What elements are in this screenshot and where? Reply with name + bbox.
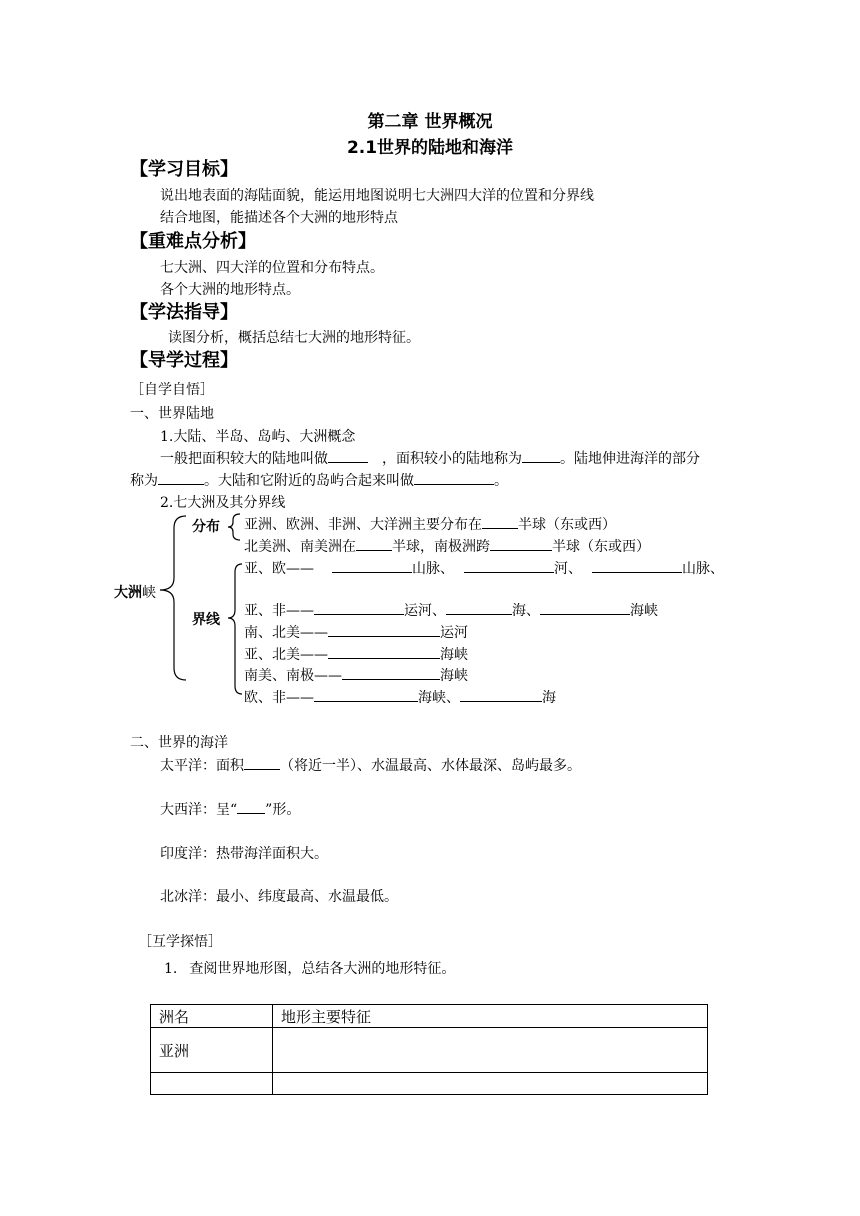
process-heading: 【导学过程】 — [130, 350, 238, 371]
text-fragment: 运河 — [440, 625, 468, 641]
text-fragment: 南美、南极—— — [244, 668, 342, 684]
atlantic-line — [160, 801, 300, 819]
fill-blank[interactable] — [464, 560, 554, 573]
boundary-line-asia-africa — [244, 602, 658, 620]
goals-heading: 【学习目标】 — [130, 159, 238, 180]
boundary-line-asia-europe — [244, 560, 724, 578]
inquiry-task — [164, 960, 455, 978]
text-fragment: 一般把面积较大的陆地叫做 — [160, 451, 328, 467]
table-header-cell: 洲名 — [151, 1005, 273, 1028]
text-fragment: （将近一半）、水温最高、水体最深、岛屿最多。 — [280, 758, 581, 774]
text-fragment: 称为 — [130, 473, 158, 489]
fill-blank[interactable] — [314, 602, 404, 615]
table-cell: 亚洲 — [151, 1028, 273, 1073]
text-fragment: 海、 — [512, 603, 540, 619]
text-fragment: 运河、 — [404, 603, 446, 619]
text-fragment: ，面积较小的陆地称为 — [382, 451, 522, 467]
distribution-line-2 — [244, 538, 650, 556]
text-fragment: 亚、欧—— — [244, 561, 314, 577]
text-fragment: ”形。 — [265, 802, 301, 818]
text-fragment: 。大陆和它附近的岛屿合起来叫做 — [204, 473, 414, 489]
text-fragment: 海峡、 — [418, 690, 460, 706]
lesson-title: 2.1世界的陆地和海洋 — [346, 138, 514, 158]
distribution-line-1 — [244, 516, 616, 534]
text-fragment: 山脉、 — [682, 561, 724, 577]
text-fragment: 亚、北美—— — [244, 647, 328, 663]
fill-blank[interactable] — [460, 689, 542, 702]
key-points-heading: 【重难点分析】 — [130, 231, 256, 252]
text-fragment: 海 — [542, 690, 556, 706]
land-heading: 一、世界陆地 — [130, 406, 214, 422]
chapter-title: 第二章 世界概况 — [367, 112, 493, 132]
inquiry-heading: ［互学探悟］ — [138, 934, 222, 950]
text-fragment: 海峡 — [440, 647, 468, 663]
text-fragment: 。陆地伸进海洋的部分 — [560, 451, 700, 467]
self-study-label: ［自学自悟］ — [130, 382, 214, 398]
continent-terrain-table — [150, 1004, 708, 1095]
goal-item: 结合地图，能描述各个大洲的地形特点 — [160, 210, 398, 226]
fill-blank[interactable] — [328, 624, 440, 637]
text-fragment: 太平洋：面积 — [160, 758, 244, 774]
text-fragment: 大西洋：呈“ — [160, 802, 238, 818]
boundary-line-americas — [244, 624, 468, 642]
table-cell[interactable] — [273, 1073, 708, 1095]
text-fragment: 半球，南极洲跨 — [392, 539, 490, 555]
boundary-line-europe-africa — [244, 689, 556, 707]
table-cell[interactable] — [151, 1073, 273, 1095]
subheading: 2.七大洲及其分界线 — [160, 495, 286, 511]
text-fragment: 山脉、 — [412, 561, 454, 577]
fill-blank[interactable] — [237, 801, 265, 814]
text-fragment: 半球（东或西） — [518, 517, 616, 533]
boundary-line-asia-north-america — [244, 646, 468, 664]
fill-blank[interactable] — [332, 560, 412, 573]
oceans-heading: 二、世界的海洋 — [130, 735, 228, 751]
text-fragment: 亚、非—— — [244, 603, 314, 619]
task-number: 1. — [164, 961, 178, 977]
root-label: 大洲 — [114, 585, 142, 601]
table-header-cell: 地形主要特征 — [273, 1005, 708, 1028]
fill-blank[interactable] — [342, 667, 440, 680]
indian-line: 印度洋：热带海洋面积大。 — [160, 846, 328, 862]
fill-blank[interactable] — [244, 757, 280, 770]
subheading: 1.大陆、半岛、岛屿、大洲概念 — [160, 429, 356, 445]
text-fragment: 半球（东或西） — [552, 539, 650, 555]
table-cell[interactable] — [273, 1028, 708, 1073]
boundary-label: 界线 — [192, 612, 220, 628]
text-fragment: 河、 — [554, 561, 582, 577]
fill-blank[interactable] — [540, 602, 630, 615]
fill-blank[interactable] — [592, 560, 682, 573]
text-fragment: 南、北美—— — [244, 625, 328, 641]
text-fragment: 欧、非—— — [244, 690, 314, 706]
method-heading: 【学法指导】 — [130, 302, 238, 323]
boundary-line-south-america-antarctica — [244, 667, 468, 685]
text-fragment: 海峡 — [630, 603, 658, 619]
method-text: 读图分析，概括总结七大洲的地形特征。 — [168, 330, 420, 346]
distribution-label: 分布 — [192, 519, 220, 535]
continents-root-label — [114, 584, 156, 602]
task-text: 查阅世界地形图，总结各大洲的地形特征。 — [189, 961, 456, 977]
text-fragment: 亚洲、欧洲、非洲、大洋洲主要分布在 — [244, 517, 482, 533]
arctic-line: 北冰洋：最小、纬度最高、水温最低。 — [160, 889, 398, 905]
key-point-item: 七大洲、四大洋的位置和分布特点。 — [160, 260, 384, 276]
text-fragment: 北美洲、南美洲在 — [244, 539, 356, 555]
root-tail: 峡 — [142, 585, 156, 601]
text-fragment: 海峡 — [440, 668, 468, 684]
goal-item: 说出地表面的海陆面貌，能运用地图说明七大洲四大洋的位置和分界线 — [160, 188, 594, 204]
key-point-item: 各个大洲的地形特点。 — [160, 282, 300, 298]
fill-blank[interactable] — [314, 689, 418, 702]
fill-blank[interactable] — [482, 516, 518, 529]
fill-blank[interactable] — [446, 602, 512, 615]
fill-blank[interactable] — [328, 646, 440, 659]
fill-blank[interactable] — [356, 538, 392, 551]
fill-blank[interactable] — [490, 538, 552, 551]
text-fragment: 。 — [494, 473, 508, 489]
pacific-line — [160, 757, 581, 775]
